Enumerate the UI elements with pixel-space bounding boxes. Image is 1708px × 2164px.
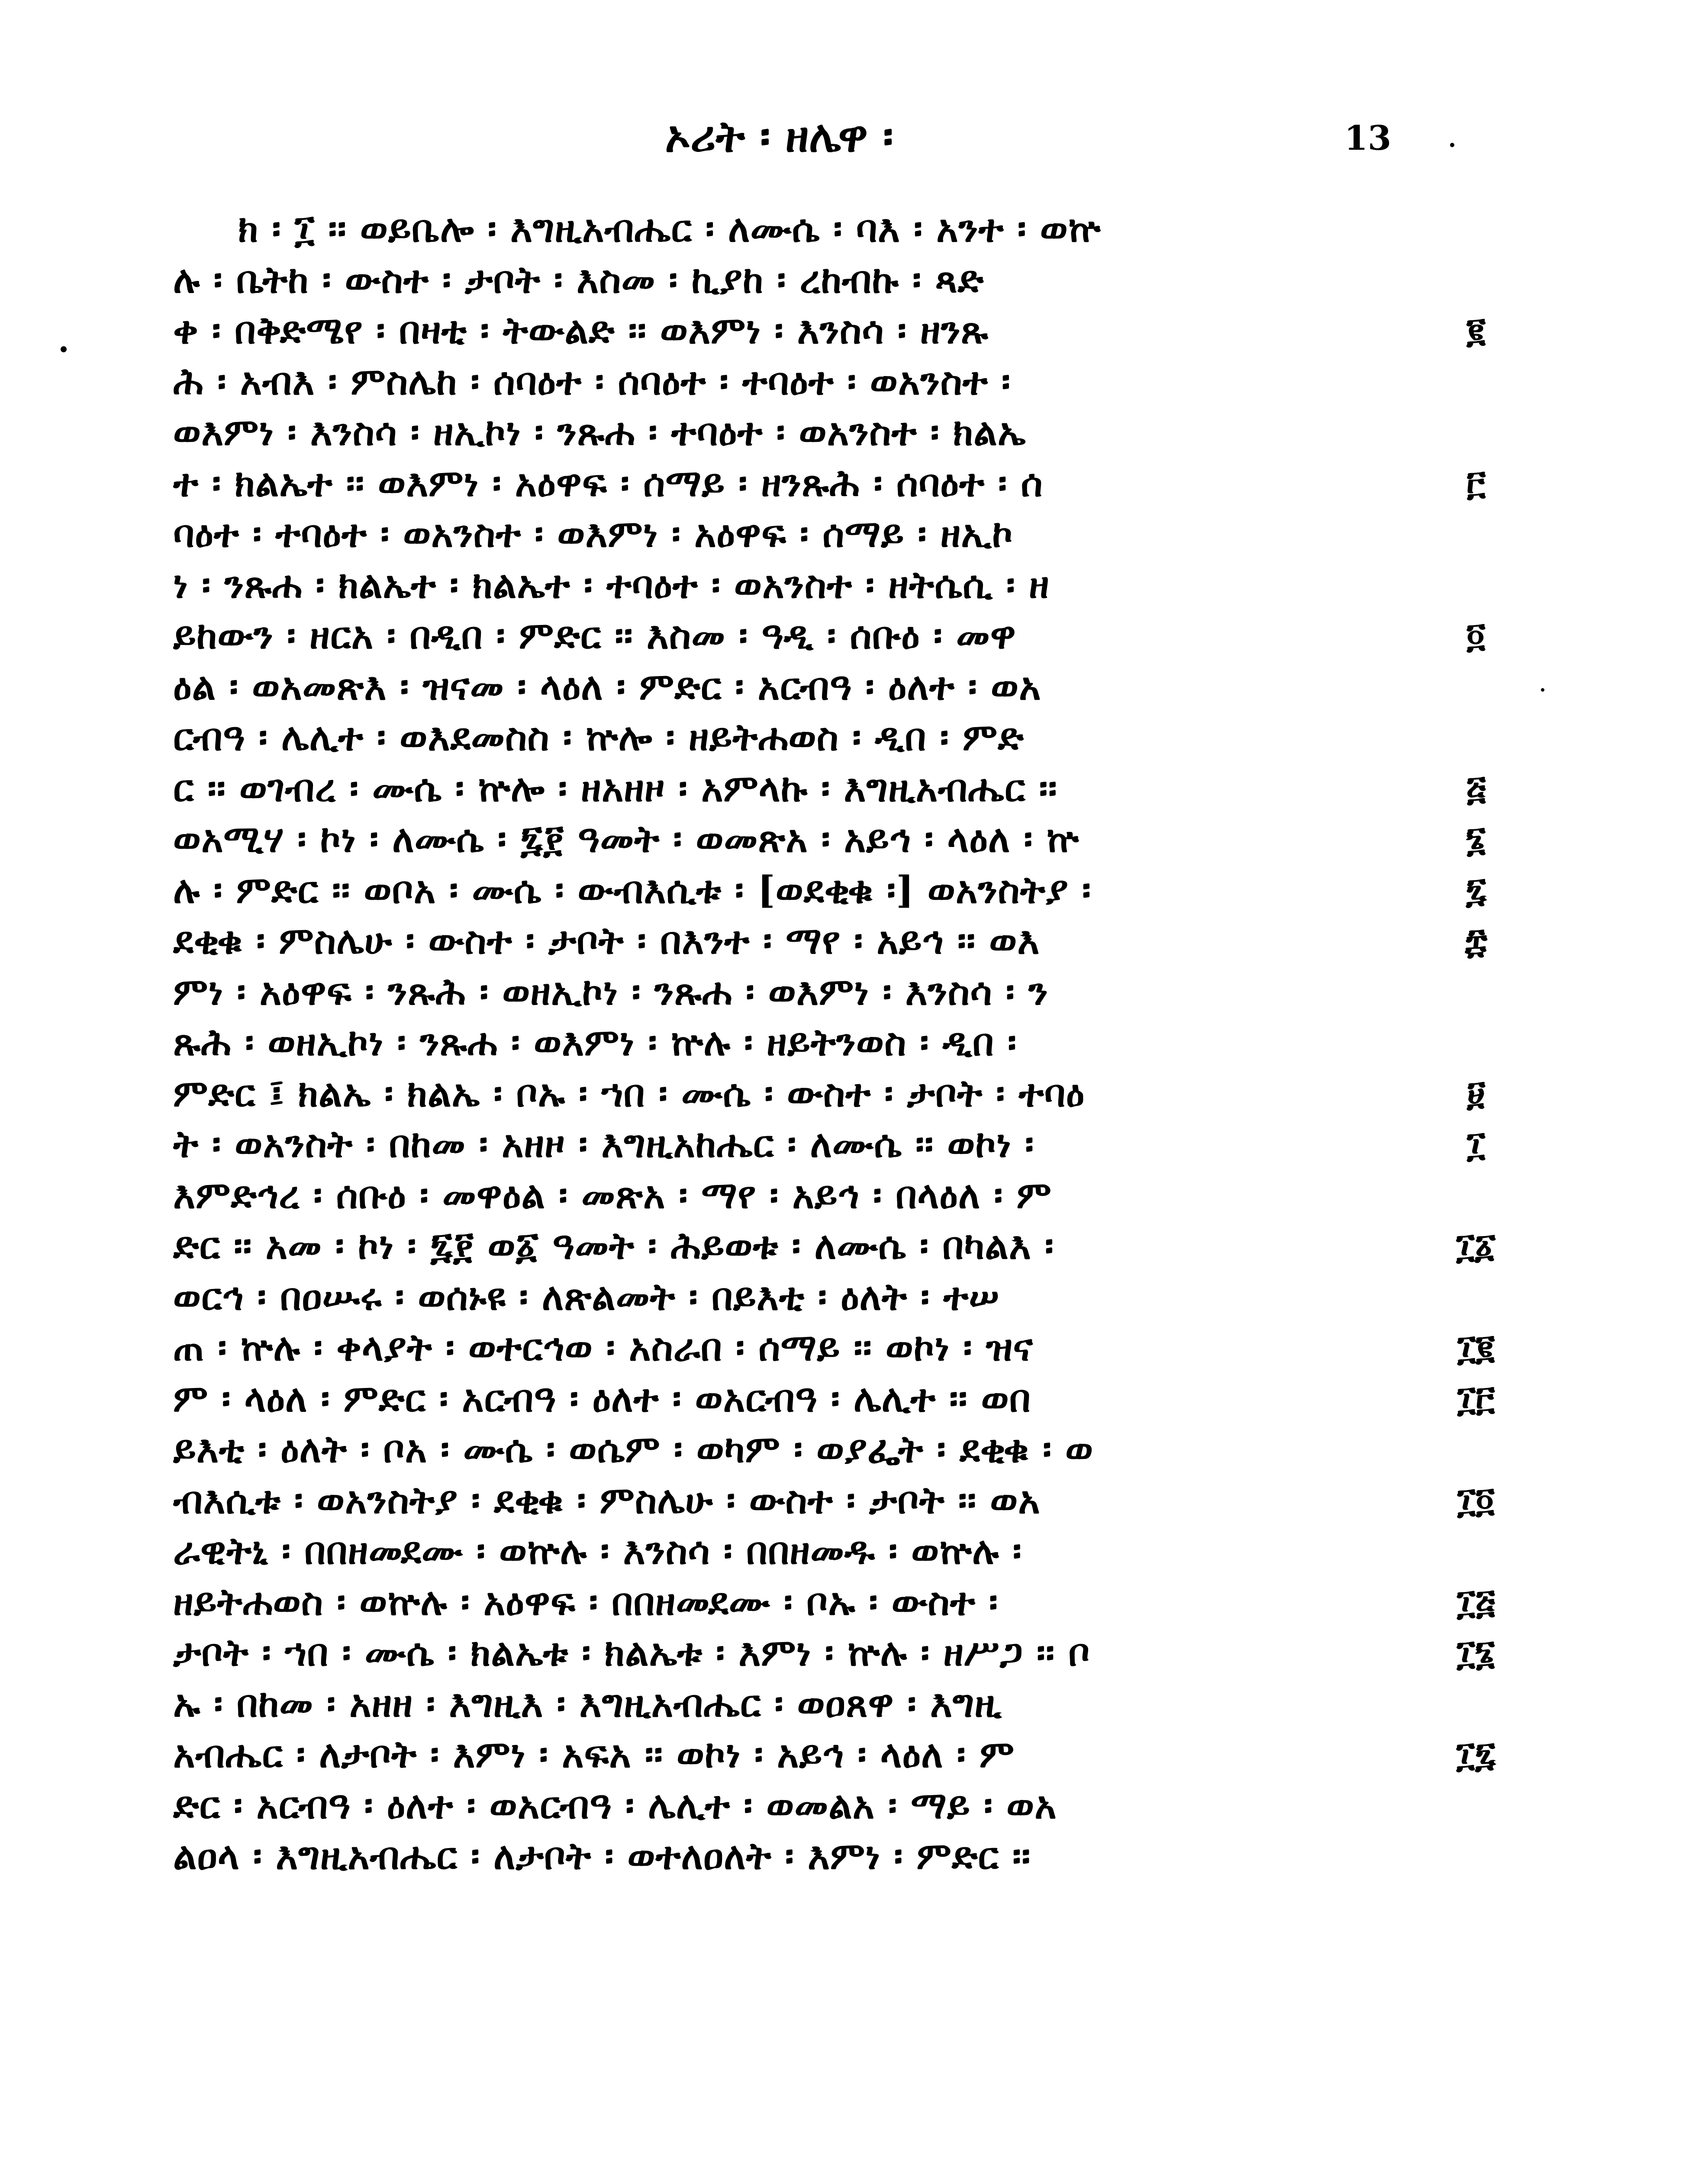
page-number: 13 — [1344, 119, 1392, 158]
text-line: ሕ ፡ አብእ ፡ ምስሌከ ፡ ሰባዕተ ፡ ሰባዕተ ፡ ተባዕተ ፡ ወአንስተ ፡ — [173, 359, 1011, 403]
scan-speck — [61, 346, 67, 352]
text-line: ተ ፡ ክልኤተ ፡፡ ወእምነ ፡ አዕዋፍ ፡ ሰማይ ፡ ዘንጹሕ ፡ ሰባዕተ ፡ ሰ — [173, 461, 1043, 505]
text-line: ይእቲ ፡ ዕለት ፡ ቦአ ፡ ሙሴ ፡ ወሴም ፡ ወካም ፡ ወያፌት ፡ ደቂቁ ፡ ወ — [173, 1427, 1094, 1471]
text-line: ሉ ፡ ምድር ፡፡ ወቦአ ፡ ሙሴ ፡ ውብእሲቱ ፡ [ወደቂቁ ፡] ወአንስትያ ፡ — [173, 868, 1091, 912]
text-line: ር ፡፡ ወገብረ ፡ ሙሴ ፡ ኵሎ ፡ ዘአዘዞ ፡ አምላኩ ፡ እግዚአብሔር ፡፡ — [173, 766, 1057, 810]
text-line: ዕል ፡ ወአመጽእ ፡ ዝናመ ፡ ላዕለ ፡ ምድር ፡ አርብዓ ፡ ዕለተ ፡ ወአ — [173, 664, 1041, 708]
text-line: ባዕተ ፡ ተባዕተ ፡ ወአንስተ ፡ ወእምነ ፡ አዕዋፍ ፡ ሰማይ ፡ ዘኢኮ — [173, 512, 1013, 556]
text-line: ምነ ፡ አዕዋፍ ፡ ንጹሕ ፡ ወዘኢኮነ ፡ ንጹሐ ፡ ወእምነ ፡ እንስሳ ፡ ን — [173, 969, 1048, 1014]
text-line: ታቦት ፡ ኀበ ፡ ሙሴ ፡ ክልኤቱ ፡ ክልኤቱ ፡ እምነ ፡ ኵሉ ፡ ዘሥጋ ፡፡ ቦ — [173, 1631, 1090, 1675]
verse-number: ፪ — [1466, 310, 1486, 351]
scan-speck — [1450, 143, 1454, 147]
verse-number — [1441, 1780, 1511, 1831]
verse-number: ፲ — [1466, 1124, 1486, 1164]
text-line: ድር ፡ አርብዓ ፡ ዕለተ ፡ ወአርብዓ ፡ ሌሊተ ፡ ወመልአ ፡ ማይ ፡ ወአ — [173, 1783, 1057, 1827]
text-line: ወእምነ ፡ እንስሳ ፡ ዘኢኮነ ፡ ንጹሐ ፡ ተባዕተ ፡ ወአንስተ ፡ ክልኤ — [173, 410, 1026, 454]
text-line: ም ፡ ላዕለ ፡ ምድር ፡ አርብዓ ፡ ዕለተ ፡ ወአርብዓ ፡ ሌሊተ ፡፡ ወበ — [173, 1376, 1031, 1420]
text-line: ኡ ፡ በከመ ፡ አዘዘ ፡ እግዚእ ፡ እግዚአብሔር ፡ ወዐጸዋ ፡ እግዚ — [173, 1681, 1002, 1726]
text-line: ምድር ፤ ክልኤ ፡ ክልኤ ፡ ቦኡ ፡ ኀበ ፡ ሙሴ ፡ ውስተ ፡ ታቦት ፡ ተባዕ — [173, 1071, 1085, 1115]
verse-number — [1441, 1678, 1511, 1729]
text-line: ት ፡ ወአንስት ፡ በከመ ፡ አዘዞ ፡ እግዚአከሔር ፡ ለሙሴ ፡፡ ወኮነ ፡ — [173, 1122, 1034, 1166]
text-line: ወርኅ ፡ በዐሡሩ ፡ ወሰኑዩ ፡ ለጽልመት ፡ በይእቲ ፡ ዕለት ፡ ተሠ — [173, 1275, 1000, 1319]
verse-number: ፭ — [1466, 767, 1486, 808]
scan-speck — [1541, 688, 1544, 692]
text-line: ክ ፡ ፲ ፡፡ ወይቤሎ ፡ እግዚአብሔር ፡ ለሙሴ ፡ ባእ ፡ አንተ ፡ ወኵ — [238, 207, 1101, 251]
verse-number — [1441, 661, 1511, 712]
text-line: ዘይትሐወስ ፡ ወኵሉ ፡ አዕዋፍ ፡ በበዘመደሙ ፡ ቦኡ ፡ ውስተ ፡ — [173, 1580, 999, 1624]
verse-number — [1441, 1831, 1511, 1882]
text-line: እምድኅረ ፡ ሰቡዕ ፡ መዋዕል ፡ መጽአ ፡ ማየ ፡ አይኅ ፡ በላዕለ ፡ ም — [173, 1173, 1052, 1217]
verse-number: ፲፯ — [1456, 1734, 1496, 1774]
verse-number — [1441, 203, 1511, 254]
text-line: ርብዓ ፡ ሌሊተ ፡ ወእደመስስ ፡ ኵሎ ፡ ዘይትሐወስ ፡ ዲበ ፡ ምድ — [173, 715, 1024, 759]
text-line: አብሔር ፡ ለታቦት ፡ እምነ ፡ አፍአ ፡፡ ወኮነ ፡ አይኅ ፡ ላዕለ ፡ ም — [173, 1732, 1015, 1776]
text-line: ጹሕ ፡ ወዘኢኮነ ፡ ንጹሐ ፡ ወእምነ ፡ ኵሉ ፡ ዘይትንወስ ፡ ዲበ ፡ — [173, 1021, 1017, 1064]
verse-number — [1441, 356, 1511, 407]
verse-number: ፲፬ — [1457, 1479, 1495, 1520]
verse-number-margin — [1441, 203, 1511, 1882]
verse-number: ፲፮ — [1457, 1632, 1495, 1673]
text-line: ወአሚሃ ፡ ኮነ ፡ ለሙሴ ፡ ፯፻ ዓመት ፡ ወመጽአ ፡ አይኅ ፡ ላዕለ ፡ ኵ — [173, 817, 1080, 861]
text-line: ራዊትኒ ፡ በበዘመደሙ ፡ ወኵሉ ፡ እንስሳ ፡ በበዘመዱ ፡ ወኵሉ ፡ — [173, 1529, 1022, 1573]
verse-number: ፫ — [1466, 462, 1486, 503]
verse-number: ፲፪ — [1457, 1327, 1495, 1368]
verse-number: ፲፩ — [1456, 1225, 1496, 1266]
verse-number — [1441, 1170, 1511, 1221]
verse-number — [1441, 509, 1511, 560]
text-line: ደቂቁ ፡ ምስሌሁ ፡ ውስተ ፡ ታቦት ፡ በእንተ ፡ ማየ ፡ አይኅ ፡፡ ወእ — [173, 919, 1040, 963]
verse-number — [1441, 966, 1511, 1018]
body-text — [173, 203, 1446, 1882]
text-line: ቀ ፡ በቅድሜየ ፡ በዛቲ ፡ ትውልድ ፡፡ ወእምነ ፡ እንስሳ ፡ ዘንጹ — [173, 309, 989, 352]
text-line: ጠ ፡ ኵሉ ፡ ቀላያት ፡ ወተርኅወ ፡ አስራበ ፡ ሰማይ ፡፡ ወኮነ ፡ ዝና — [173, 1326, 1033, 1369]
verse-number: ፯ — [1465, 869, 1487, 910]
verse-number — [1441, 1526, 1511, 1577]
text-line: ሉ ፡ ቤትከ ፡ ውስተ ፡ ታቦት ፡ እስመ ፡ ኪያከ ፡ ረከብኩ ፡ ጻድ — [173, 258, 984, 302]
verse-number: ፰ — [1464, 920, 1488, 961]
text-line: ነ ፡ ንጹሐ ፡ ክልኤተ ፡ ክልኤተ ፡ ተባዕተ ፡ ወአንስተ ፡ ዘትሴሲ ፡ ዘ — [173, 563, 1050, 607]
verse-number — [1441, 1017, 1511, 1068]
verse-number — [1441, 407, 1511, 458]
verse-number: ፲፭ — [1457, 1581, 1495, 1622]
text-line: ድር ፡፡ አመ ፡ ኮነ ፡ ፯፻ ወ፩ ዓመት ፡ ሕይወቱ ፡ ለሙሴ ፡ በካልእ ፡ — [173, 1224, 1054, 1268]
verse-number: ፮ — [1466, 818, 1486, 859]
text-line: ብእሲቱ ፡ ወአንስትያ ፡ ደቂቁ ፡ ምስሌሁ ፡ ውስተ ፡ ታቦት ፡፡ ወአ — [173, 1478, 1041, 1522]
text-line: ልዐላ ፡ እግዚአብሔር ፡ ለታቦት ፡ ወተለዐለት ፡ እምነ ፡ ምድር ፡፡ — [173, 1834, 1031, 1878]
verse-number — [1441, 560, 1511, 611]
verse-number: ፱ — [1466, 1072, 1486, 1114]
verse-number — [1441, 254, 1511, 306]
verse-number — [1441, 712, 1511, 763]
verse-number — [1441, 1424, 1511, 1475]
text-line: ይከውን ፡ ዘርአ ፡ በዲበ ፡ ምድር ፡፡ እስመ ፡ ዓዲ ፡ ሰቡዕ ፡ መዋ — [173, 614, 1016, 657]
verse-number: ፬ — [1466, 615, 1486, 656]
verse-number: ፲፫ — [1457, 1378, 1495, 1419]
verse-number — [1441, 1272, 1511, 1323]
running-title: ኦሪት ፡ ዘሌዋ ፡ — [665, 111, 893, 162]
